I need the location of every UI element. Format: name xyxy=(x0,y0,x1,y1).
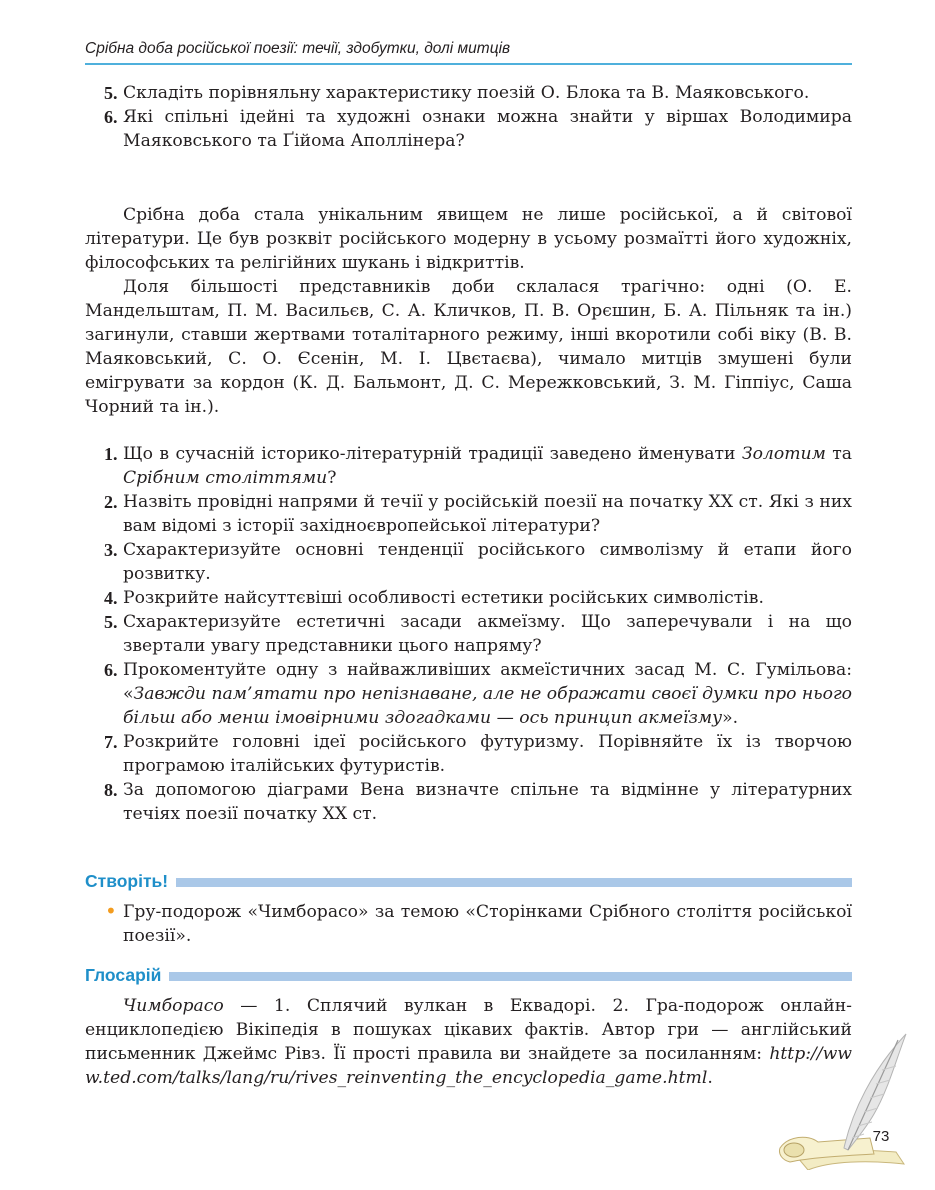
question-item xyxy=(85,538,852,586)
question-item xyxy=(85,730,852,778)
task-text: Які спільні ідейні та художні ознаки можна знайти у віршах Володимира Маяковського та Ґійома Аполлінера? xyxy=(123,107,852,151)
header-rule xyxy=(85,63,852,65)
question-item xyxy=(85,586,852,610)
question-number: 6. xyxy=(104,660,118,680)
question-item xyxy=(85,442,852,490)
glossary-section xyxy=(85,994,852,1090)
create-heading-label: Створіть! xyxy=(85,870,169,891)
task-number: 5. xyxy=(104,83,118,103)
question-text: Схарактеризуйте естетичні засади акмеїзму. Що заперечували і на що звертали увагу представники цього напряму? xyxy=(123,612,852,656)
glossary-punctuation: . xyxy=(707,1068,713,1088)
heading-bar xyxy=(176,878,852,887)
question-text: За допомогою діаграми Вена визначте спільне та відмінне у літературних течіях поезії початку XX ст. xyxy=(123,780,852,824)
question-number: 3. xyxy=(104,540,118,560)
question-text: Розкрийте найсуттєвіші особливості естетики російських символістів. xyxy=(123,588,764,608)
question-text: Схарактеризуйте основні тенденції російського символізму й етапи його розвитку. xyxy=(123,540,852,584)
page-number: 73 xyxy=(872,1128,890,1145)
paragraph: Срібна доба стала унікальним явищем не лише російської, а й світової літератури. Це був розквіт російського модерну в усьому розмаїтті його художніх, філософських та релігійних шукань і відкриттів. xyxy=(85,205,852,273)
question-text: Що в сучасній історико-літературній традиції заведено йменувати xyxy=(123,444,742,464)
question-text: ? xyxy=(327,468,337,488)
body-text xyxy=(85,203,852,419)
question-emphasis: Золотим xyxy=(741,444,826,464)
question-text: Прокоментуйте одну з найважливіших акмеїстичних засад М. С. Гумільова: « xyxy=(123,660,852,704)
question-item xyxy=(85,658,852,730)
question-number: 4. xyxy=(104,588,118,608)
question-number: 2. xyxy=(104,492,118,512)
quill-scroll-icon xyxy=(778,1030,908,1170)
create-section xyxy=(85,900,852,948)
question-item xyxy=(85,490,852,538)
question-number: 7. xyxy=(104,732,118,752)
glossary-term: Чимборасо xyxy=(123,996,224,1016)
question-text: Розкрийте головні ідеї російського футуризму. Порівняйте їх із творчою програмою італійських футуристів. xyxy=(123,732,852,776)
task-item-6 xyxy=(85,105,852,153)
question-number: 1. xyxy=(104,444,118,464)
question-number: 5. xyxy=(104,612,118,632)
create-item-text: Гру-подорож «Чимборасо» за темою «Сторінками Срібного століття російської поезії». xyxy=(123,902,852,946)
task-number: 6. xyxy=(104,107,118,127)
create-item xyxy=(85,900,852,948)
paragraph: Доля більшості представників доби склалася трагічно: одні (О. Е. Мандельштам, П. М. Васильєв, С. А. Кличков, П. В. Орєшин, Б. А. Пільняк та ін.) загинули, ставши жертвами тоталітарного режиму, інші вкоротили собі віку (В. В. Маяковський, С. О. Єсенін, М. І. Цвєтаєва), чимало митців змушені були емігрувати за кордон (К. Д. Бальмонт, Д. С. Мережковський, З. М. Гіппіус, Саша Чорний та ін.). xyxy=(85,277,852,417)
glossary-definition: — 1. Сплячий вулкан в Еквадорі. 2. Гра-подорож онлайн-енциклопедією Вікіпедія в пошуках цікавих фактів. Автор гри — англійський письменник Джеймс Рівз. Її прості правила ви знайдете за посиланням: xyxy=(85,996,852,1064)
tasks-list-top xyxy=(85,81,852,153)
glossary-link[interactable]: http://www.ted.com/talks/lang/ru/rives_reinventing_the_encyclopedia_game.html xyxy=(85,1044,852,1088)
glossary-heading xyxy=(85,963,852,987)
heading-bar xyxy=(169,972,852,981)
question-text: Назвіть провідні напрями й течії у російській поезії на початку XX ст. Які з них вам відомі з історії західноєвропейської літератури? xyxy=(123,492,852,536)
quote-text: Завжди пам’ятати про непізнаване, але не ображати своєї думки про нього більш або менш імовірними здогадками — ось принцип акмеїзму xyxy=(123,684,852,728)
question-text: та xyxy=(825,444,852,464)
running-head: Срібна доба російської поезії: течії, здобутки, долі митців xyxy=(85,40,511,57)
bullet-icon: • xyxy=(105,899,117,923)
task-item-5 xyxy=(85,81,852,105)
question-item xyxy=(85,778,852,826)
glossary-heading-label: Глосарій xyxy=(85,964,162,985)
question-text: ». xyxy=(722,708,739,728)
question-emphasis: Срібним століттями xyxy=(123,468,328,488)
question-item xyxy=(85,610,852,658)
glossary-entry xyxy=(85,994,852,1090)
create-heading xyxy=(85,869,852,893)
task-text: Складіть порівняльну характеристику поезій О. Блока та В. Маяковського. xyxy=(123,83,810,103)
question-number: 8. xyxy=(104,780,118,800)
questions-list xyxy=(85,442,852,826)
